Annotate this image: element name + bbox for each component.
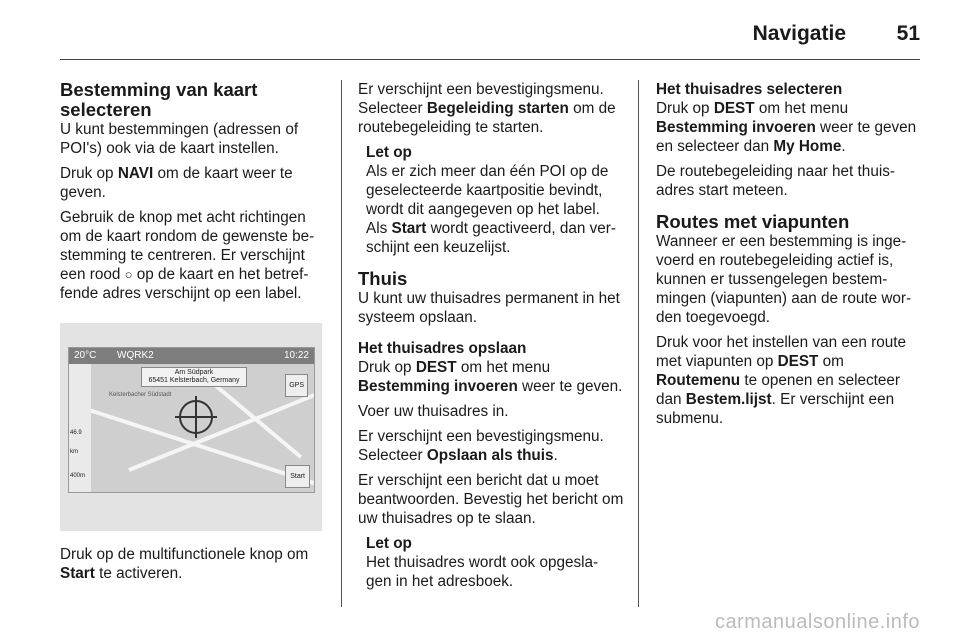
note-text: Het thuisadres wordt ook opgesla- gen in het adresboek.: [366, 554, 599, 590]
paragraph: Er verschijnt een bevestigingsmenu. Selecteer Opslaan als thuis.: [358, 428, 604, 464]
paragraph: U kunt bestemmingen (adressen of POI's) ook via de kaart instellen.: [60, 121, 299, 157]
paragraph: De routebegeleiding naar het thuis- adres start meteen.: [656, 163, 895, 199]
paragraph: Druk op DEST om het menu Bestemming invoeren weer te geven en selecteer dan My Home.: [656, 100, 917, 155]
paragraph: Druk op de multifunctionele knop om Start te activeren.: [60, 546, 309, 582]
paragraph: Er verschijnt een bevestigingsmenu. Selecteer Begeleiding starten om de routebegeleiding te starten.: [358, 81, 616, 136]
subheading-save-home: Het thuisadres opslaan: [358, 340, 527, 357]
paragraph: Voer uw thuisadres in.: [358, 403, 509, 420]
circle-marker-icon: ○: [124, 267, 133, 282]
start-button: Start: [285, 465, 310, 488]
map-display: [68, 347, 315, 493]
paragraph: Druk voor het instellen van een route met viapunten op DEST om Routemenu te openen en selecteer dan Bestem.lijst. Er verschijnt een submenu.: [656, 334, 906, 427]
temperature: 20°C: [74, 350, 97, 361]
column-divider-2: [638, 80, 639, 607]
gps-badge: GPS: [285, 374, 308, 397]
header-rule: [60, 59, 920, 60]
paragraph: U kunt uw thuisadres permanent in het systeem opslaan.: [358, 290, 620, 326]
watermark: carmanualsonline.info: [714, 611, 920, 633]
note-title: Let op: [366, 535, 412, 552]
paragraph: Er verschijnt een bericht dat u moet beantwoorden. Bevestig het bericht om uw thuisadres op te slaan.: [358, 472, 624, 527]
map-place-name: Kelsterbacher Südstadt: [109, 392, 172, 398]
page-number: 51: [896, 22, 920, 45]
note-block: [358, 534, 624, 591]
address-label: Am Südpark 65451 Kelsterbach, Germany: [141, 367, 247, 387]
distance-readout: 46.9 km: [70, 430, 82, 455]
clock: 10:22: [283, 350, 309, 361]
crosshair-icon: [179, 400, 213, 434]
column-divider-1: [341, 80, 342, 607]
screen-status-bar: [69, 348, 314, 364]
section-heading-waypoints: Routes met viapunten: [656, 211, 850, 232]
column-3: [656, 80, 924, 434]
paragraph: Wanneer er een bestemming is inge- voerd en routebegeleiding actief is, kunnen er tussengelegen bestem- mingen (viapunten) aan de route wor- den toegevoegd.: [656, 233, 912, 326]
paragraph: Gebruik de knop met acht richtingen om de kaart rondom de gewenste be- stemming te centreren. Er verschijnt een rood ○ op de kaart en het betref- fende adres verschijnt op een label.: [60, 209, 315, 302]
mode-label: WQRK2: [117, 350, 154, 361]
note-text: Als er zich meer dan één POI op de geselecteerde kaartpositie bevindt, wordt dit aangegeven op het label. Als Start wordt geactiveerd, dan ver- schijnt een keuzelijst.: [366, 163, 616, 256]
page-header: [0, 0, 960, 62]
paragraph: Druk op NAVI om de kaart weer te geven.: [60, 165, 293, 201]
column-2: [358, 80, 624, 597]
column-1: [60, 80, 325, 589]
paragraph: Druk op DEST om het menu Bestemming invoeren weer te geven.: [358, 359, 623, 395]
section-heading-map-destination: Bestemming van kaart selecteren: [60, 79, 258, 120]
section-heading-home: Thuis: [358, 268, 408, 289]
map-scale: 400m: [70, 473, 86, 479]
screen-sidebar: [69, 364, 91, 492]
note-title: Let op: [366, 144, 412, 161]
subheading-select-home: Het thuisadres selecteren: [656, 81, 843, 98]
page-title: Navigatie: [752, 22, 846, 45]
navigation-screen-image: [60, 323, 322, 531]
note-block: [358, 143, 624, 257]
